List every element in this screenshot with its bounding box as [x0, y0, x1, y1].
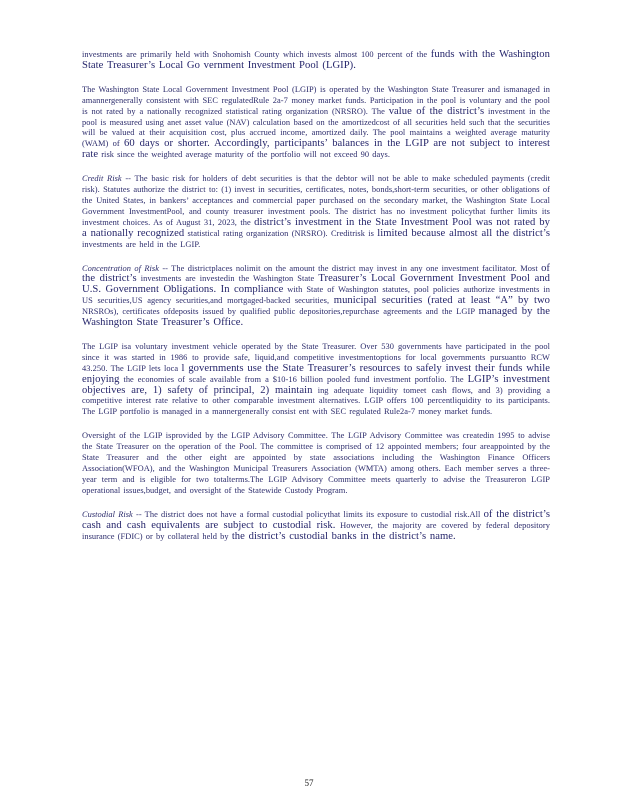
- text-run: municipal securities (rated at least “A” by two: [333, 295, 550, 307]
- text-run: The Washington State Local Government Investment Pool (LGIP) is operated by the Washington State Treasurer and ismanaged in amannergenerally consistent with SEC regulatedRule 2a-7 money market funds. Participation in the pool is voluntary and the pool is not rated by a nationally recognized statistical rating organization (NRSRO). The: [82, 84, 550, 116]
- text-run: with State of Washington statutes, pool policies authorize investments in US securities,US agency securities,and mortgaged-backed securities,: [82, 285, 550, 306]
- section-term: Credit Risk: [82, 174, 122, 184]
- text-run: NRSROs), certificates ofdeposits issued by qualified public depositories,repurchase agreements and the LGIP: [82, 307, 479, 317]
- text-run: investments are held in the LGIP.: [82, 239, 201, 249]
- text-run: risk since the weighted average maturity of the portfolio will not exceed 90 days.: [98, 150, 390, 160]
- text-run: -- The district does not have a formal custodial policythat limits its exposure to custodial risk.All: [132, 509, 484, 519]
- text-run: l governments use the State Treasurer’s resources to safely invest their funds while enjoying: [82, 362, 550, 385]
- paragraph-1: [82, 50, 550, 72]
- paragraph-2: [82, 85, 550, 161]
- text-run: However, the majority are covered by federal depository insurance (FDIC) or by collateral held by: [82, 520, 550, 541]
- text-run: value of the district’s: [388, 105, 485, 117]
- paragraph-7: [82, 510, 550, 543]
- paragraph-3: [82, 174, 550, 250]
- paragraph-6: [82, 431, 550, 496]
- text-run: district’s investment in the State Investment Pool was not rated by a nationally recognized: [82, 216, 551, 239]
- section-term: Concentration of Risk: [82, 263, 159, 273]
- text-run: The LGIP isa voluntary investment vehicle operated by the State Treasurer. Over 530 governments have participated in the pool since it was started in 1986 to provide safe, liquid,and competitive investmentoptions for local governments pursuantto RCW 43.250. The LGIP lets loca: [82, 341, 550, 373]
- text-run: LGIP’s investment objectives are, 1) safety of principal, 2) maintain: [82, 373, 551, 396]
- text-run: funds with the Washington State Treasurer’s Local Go vernment Investment Pool (LGIP).: [82, 49, 550, 71]
- text-run: ing adequate liquidity tomeet cash flows, and 3) providing a competitive interest rate relative to other comparable investment alternatives. LGIP offers 100 percentliquidity to its participants. The LGIP portfolio is managed in a mannergenerally consist ent with SEC regulated Rule2a-7 money market funds.: [82, 385, 550, 417]
- text-run: of the district’s cash and cash equivalents are subject to custodial risk.: [82, 508, 551, 531]
- text-run: Treasurer’s Local Government Investment Pool and U.S. Government Obligations. In compliance: [82, 273, 551, 296]
- text-run: managed by the Washington State Treasurer’s Office.: [82, 306, 550, 329]
- text-run: the district’s custodial banks in the district’s name.: [231, 530, 456, 542]
- paragraph-4: [82, 264, 550, 329]
- text-run: -- The districtplaces nolimit on the amount the district may invest in any one investment facilitator. Most: [158, 263, 542, 273]
- paragraph-5: [82, 342, 550, 418]
- text-run: -- The basic risk for holders of debt securities is that the debtor will not be able to make scheduled payments (credit risk). Statutes authorize the district to: (1) invest in securities, certificates, notes, bonds,short-term securities, or other obligations of the United States, in bankers’ acceptances and commercial paper purchased on the secondary market, the Washington State Local Government InvestmentPool, and county treasurer investment pools. The district has no investment policythat further limits its investment choices. As of August 31, 2023, the: [82, 174, 551, 227]
- text-run: limited because almost all the district’s: [377, 227, 550, 239]
- text-run: investments are primarily held with Snohomish County which invests almost 100 percent of the: [82, 50, 431, 59]
- text-run: Oversight of the LGIP isprovided by the LGIP Advisory Committee. The LGIP Advisory Committee was createdin 1995 to advise the State Treasurer on the operation of the Pool. The committee is comprised of 12 appointed members; four areappointed by the State Treasurer and the other eight are appointed by state associations including the Washington Finance Officers Association(WFOA), and the Washington Municipal Treasurers Association (WMTA) among others. Each member serves a three-year term and is eligible for two totalterms.The LGIP Advisory Committee meets quarterly to advise the Treasureron LGIP operational issues,budget, and oversight of the Statewide Custody Program.: [82, 431, 550, 495]
- page-number: 57: [304, 778, 314, 788]
- text-run: the economies of scale available from a $10-16 billion pooled fund investment portfolio. The: [119, 374, 468, 384]
- section-term: Custodial Risk: [82, 509, 133, 519]
- text-run: of the district’s: [82, 262, 550, 285]
- document-body: [82, 50, 550, 555]
- text-run: 60 days or shorter. Accordingly, participants’ balances in the LGIP are not subject to interest rate: [82, 138, 550, 161]
- text-run: investments are investedin the Washington State: [136, 274, 319, 284]
- text-run: statistical rating organization (NRSRO). Creditrisk is: [184, 228, 378, 238]
- text-run: investment in the pool is measured using anet asset value (NAV) calculation based on the amortizedcost of all securities held such that the securities will be valued at their acquisition cost, plus accrued income, amortized daily. The pool maintains a weighted average maturity (WAM) of: [82, 106, 550, 149]
